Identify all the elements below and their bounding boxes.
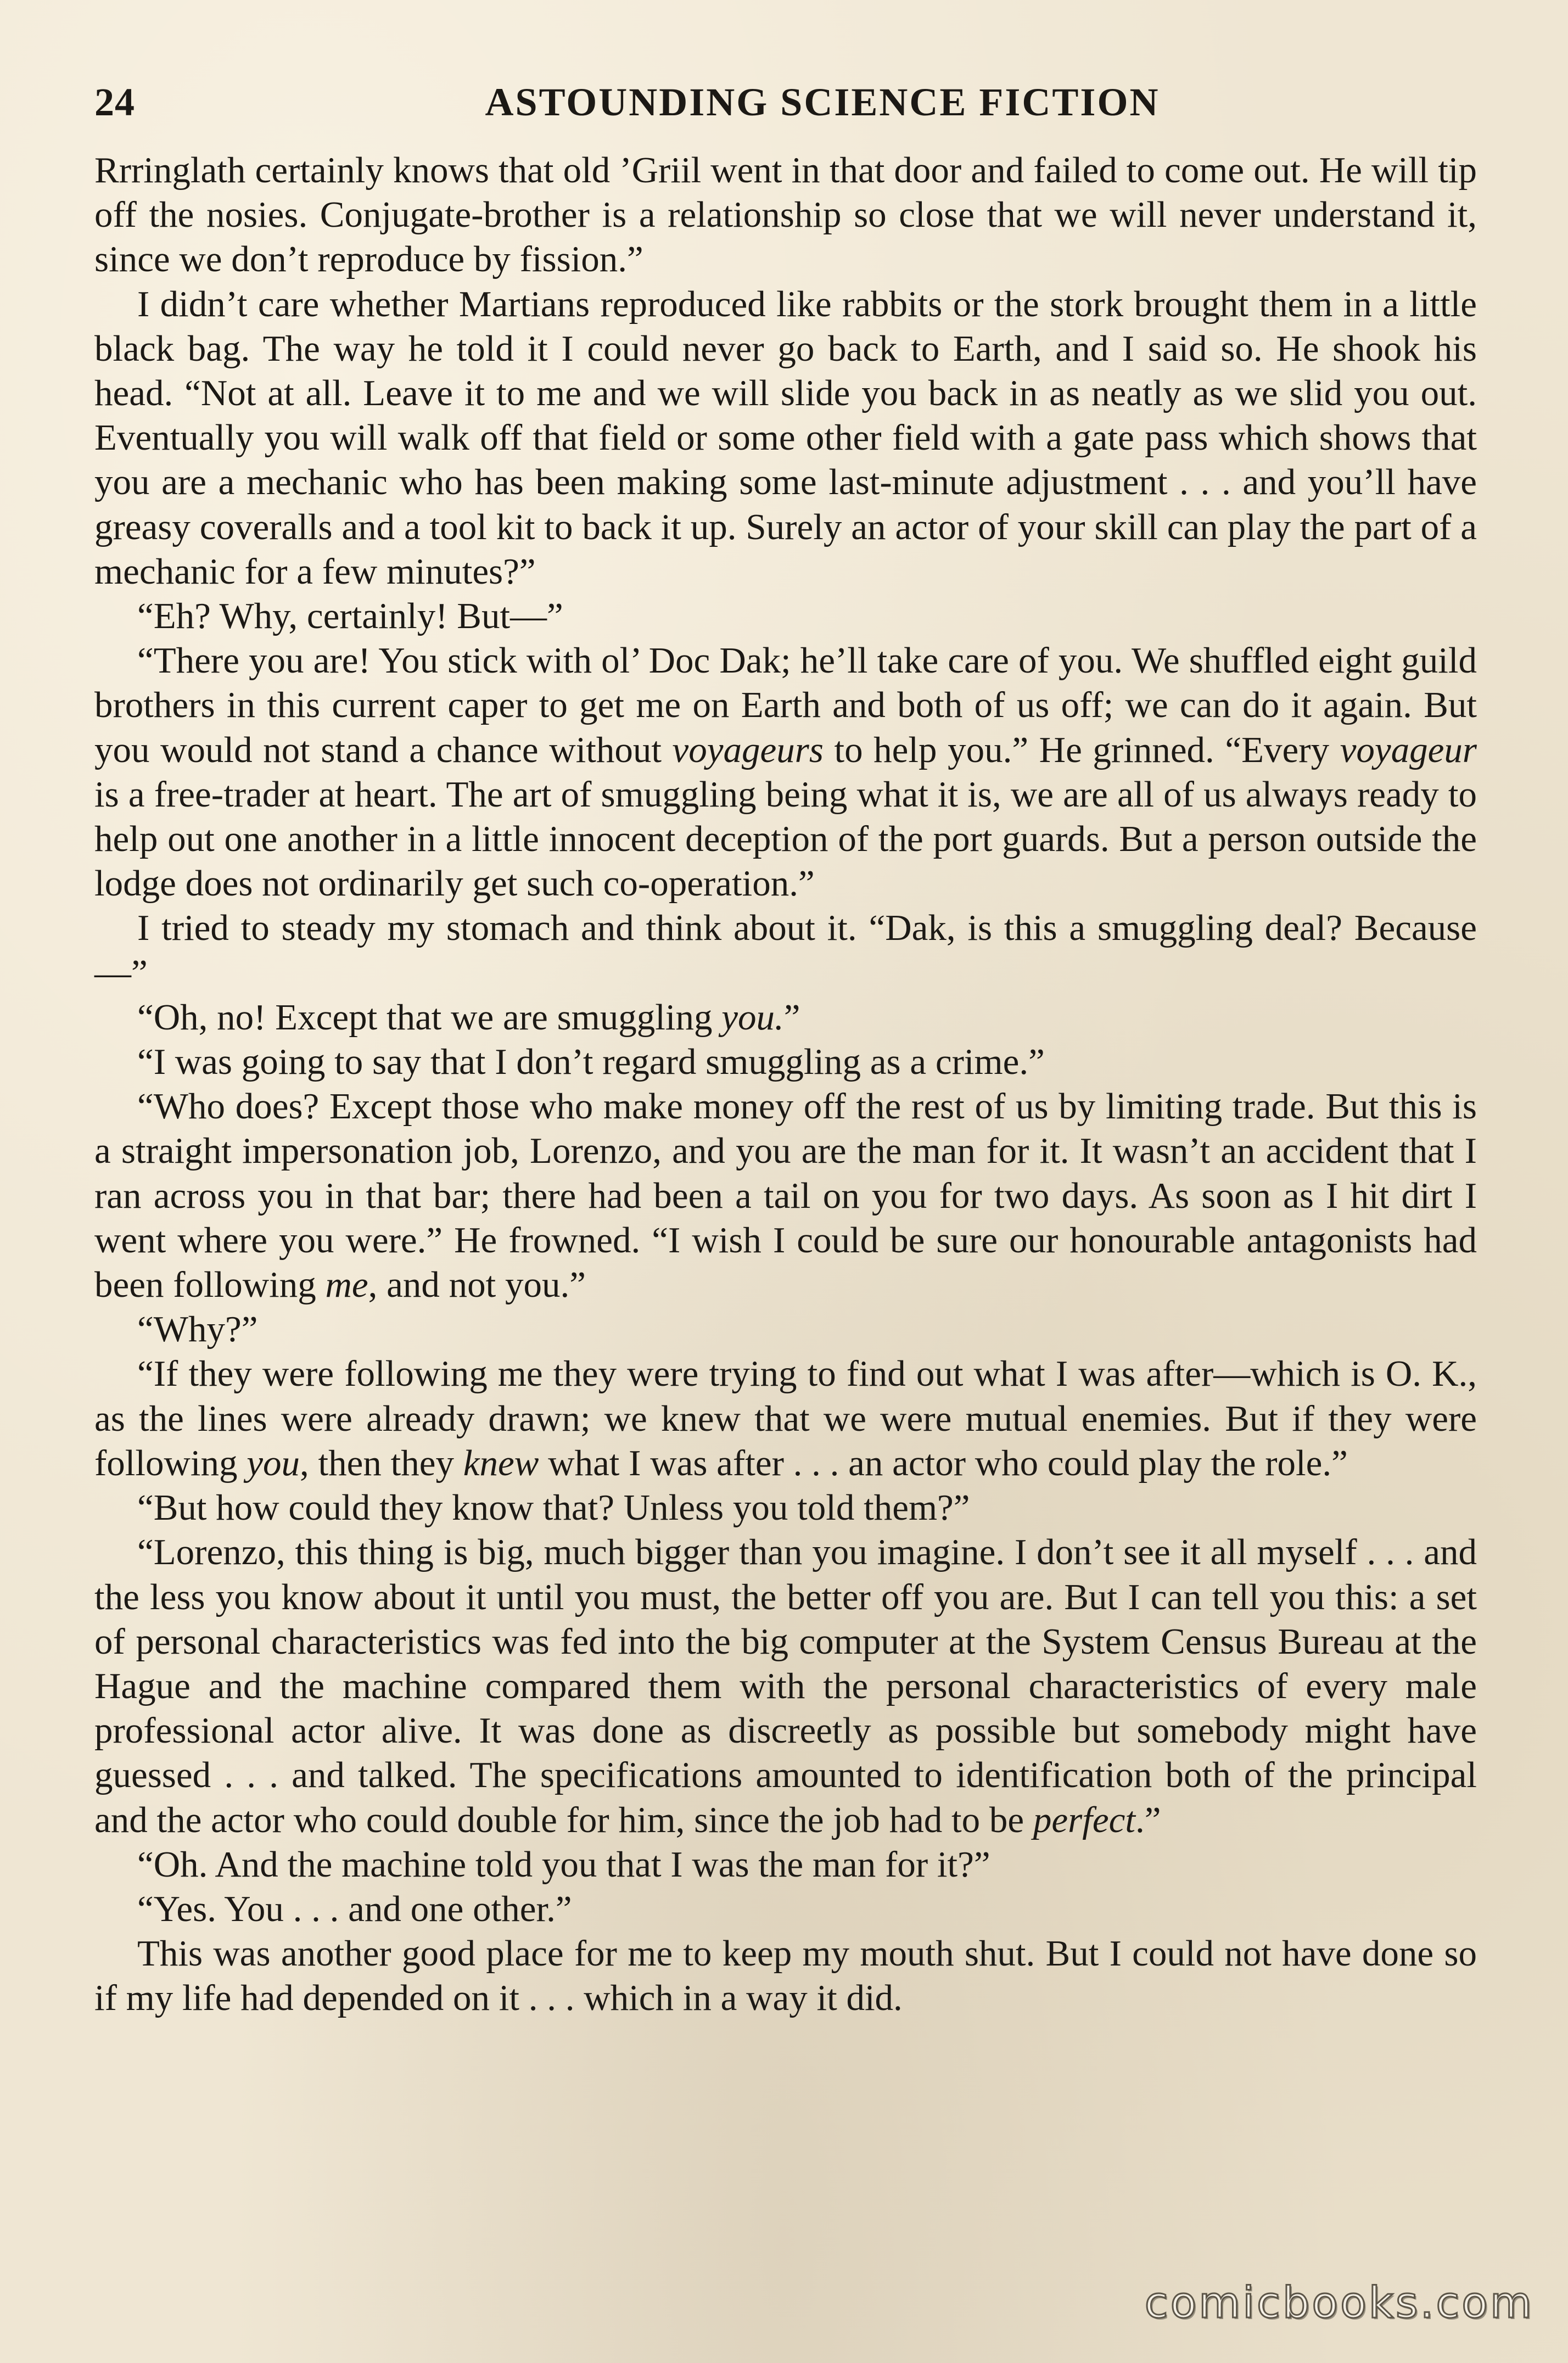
paragraph-text: what I was after . . . an actor who could play the role.” <box>539 1442 1348 1483</box>
journal-title: ASTOUNDING SCIENCE FICTION <box>485 80 1160 124</box>
italic-text: you. <box>721 996 784 1038</box>
paragraph-text: ” <box>783 996 800 1038</box>
paragraph-text: “But how could they know that? Unless you told them?” <box>137 1487 970 1528</box>
italic-text: you <box>247 1442 300 1483</box>
paragraph <box>94 594 1477 639</box>
paragraph-text: , then they <box>300 1442 463 1483</box>
paragraph <box>94 995 1477 1040</box>
italic-text: me <box>325 1264 368 1306</box>
paragraph-text: “If they were following me they were trying to find out what I was after—which is O. K., as the lines were already drawn; we knew that we were mutual enemies. But if they were following <box>94 1353 1477 1483</box>
paragraph <box>94 639 1477 906</box>
paragraph <box>94 1084 1477 1307</box>
page-number: 24 <box>94 80 135 124</box>
paragraph <box>94 148 1477 282</box>
italic-text: knew <box>463 1442 539 1483</box>
paragraph-text: “Eh? Why, certainly! But—” <box>137 596 563 637</box>
paragraph <box>94 1843 1477 1887</box>
paragraph-text: “Lorenzo, this thing is big, much bigger than you imagine. I don’t see it all myself . . . and the less you know about it until you must, the better off you are. But I can tell you this: a set of personal characteristics was fed into the big computer at the System Census Bureau at the Hague and the machine compared them with the personal characteristics of every male professional actor alive. It was done as discreetly as possible but somebody might have guessed . . . and talked. The specifications amounted to identification both of the principal and the actor who could double for him, since the job had to be <box>94 1532 1477 1840</box>
paragraph <box>94 1040 1477 1084</box>
italic-text: voyageur <box>1340 729 1477 770</box>
paragraph-text: “Yes. You . . . and one other.” <box>137 1888 572 1929</box>
paragraph-text: I tried to steady my stomach and think about it. “Dak, is this a smuggling deal? Because—” <box>94 908 1477 993</box>
paragraph-text: “Who does? Except those who make money off the rest of us by limiting trade. But this is a straight impersonation job, Lorenzo, and you are the man for it. It wasn’t an accident that I ran across you in that bar; there had been a tail on you for two days. As soon as I hit dirt I went where you were.” He frowned. “I wish I could be sure our honourable antagonists had been following <box>94 1086 1477 1306</box>
italic-text: perfect <box>1033 1799 1135 1840</box>
paragraph <box>94 1887 1477 1931</box>
paragraph-text: is a free-trader at heart. The art of smuggling being what it is, we are all of us always ready to help out one another in a little innocent deception of the port guards. But a person outside the lodge does not ordinarily get such co-operation.” <box>94 774 1477 904</box>
paragraph <box>94 906 1477 995</box>
running-head <box>94 76 1474 128</box>
paragraph <box>94 1307 1477 1352</box>
paragraph-text: “Oh, no! Except that we are smuggling <box>137 996 722 1038</box>
paragraph-text: “Why?” <box>137 1309 258 1350</box>
paragraph <box>94 282 1477 594</box>
paragraph-text: , and not you.” <box>368 1264 586 1306</box>
paragraph <box>94 1931 1477 2020</box>
paragraph-text: “There you are! You stick with ol’ Doc Dak; he’ll take care of you. We shuffled eight guild brothers in this current caper to get me on Earth and both of us off; we can do it again. But you would not stand a chance without <box>94 640 1477 770</box>
paragraph <box>94 1530 1477 1842</box>
paragraph-text: .” <box>1135 1799 1161 1840</box>
paragraph-text: This was another good place for me to keep my mouth shut. But I could not have done so if my life had depended on it . . . which in a way it did. <box>94 1933 1477 2019</box>
italic-text: voyageurs <box>672 729 824 770</box>
body-text <box>94 148 1477 2021</box>
paragraph <box>94 1486 1477 1530</box>
paragraph-text: Rrringlath certainly knows that old ’Griil went in that door and failed to come out. He will tip off the nosies. Conjugate-brother is a relationship so close that we will never understand it, since we don’t reproduce by fission.” <box>94 150 1477 280</box>
paragraph-text: “I was going to say that I don’t regard smuggling as a crime.” <box>137 1041 1045 1083</box>
watermark: comicbooks.com <box>1144 2278 1534 2328</box>
paragraph-text: “Oh. And the machine told you that I was the man for it?” <box>137 1844 990 1885</box>
paragraph-text: I didn’t care whether Martians reproduced like rabbits or the stork brought them in a little black bag. The way he told it I could never go back to Earth, and I said so. He shook his head. “Not at all. Leave it to me and we will slide you back in as neatly as we slid you out. Eventually you will walk off that field or some other field with a gate pass which shows that you are a mechanic who has been making some last-minute adjustment . . . and you’ll have greasy coveralls and a tool kit to back it up. Surely an actor of your skill can play the part of a mechanic for a few minutes?” <box>94 283 1477 592</box>
paragraph <box>94 1352 1477 1486</box>
paragraph-text: to help you.” He grinned. “Every <box>823 729 1340 770</box>
